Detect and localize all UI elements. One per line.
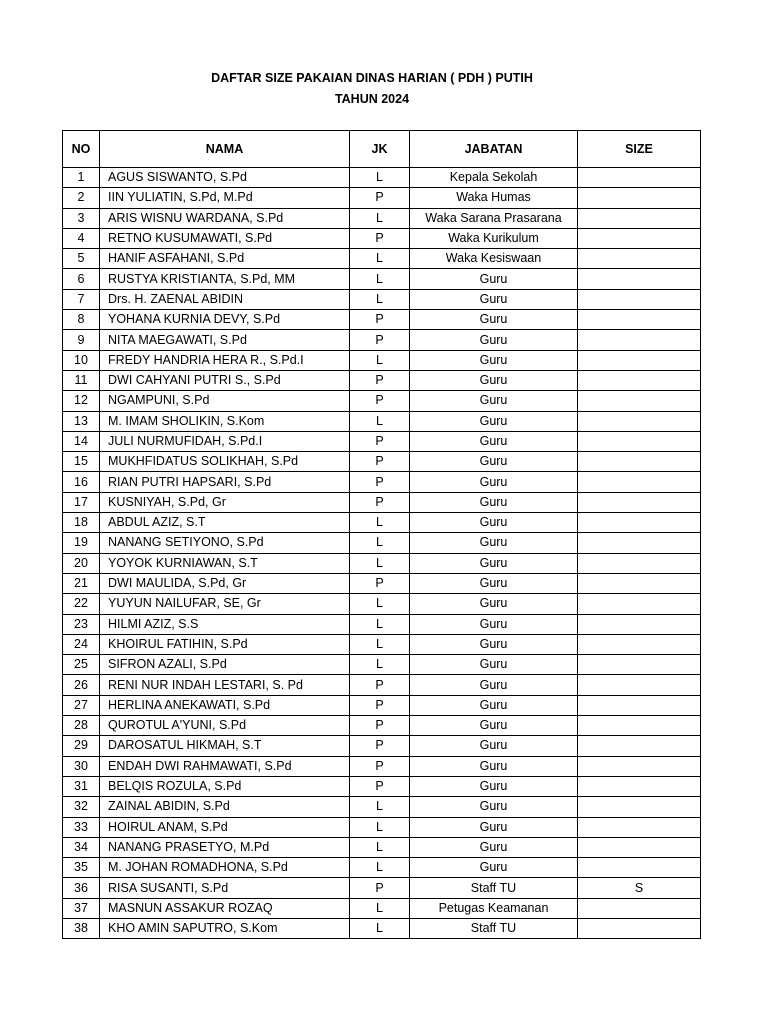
cell-nama: YUYUN NAILUFAR, SE, Gr bbox=[100, 594, 350, 614]
cell-jabatan: Waka Kurikulum bbox=[410, 228, 578, 248]
cell-size bbox=[578, 594, 701, 614]
cell-nama: QUROTUL A'YUNI, S.Pd bbox=[100, 716, 350, 736]
cell-size bbox=[578, 269, 701, 289]
cell-no: 4 bbox=[63, 228, 100, 248]
cell-jk: L bbox=[350, 655, 410, 675]
cell-no: 23 bbox=[63, 614, 100, 634]
cell-nama: KHOIRUL FATIHIN, S.Pd bbox=[100, 634, 350, 654]
cell-size bbox=[578, 634, 701, 654]
cell-no: 2 bbox=[63, 188, 100, 208]
table-row bbox=[63, 695, 701, 715]
table-row bbox=[63, 391, 701, 411]
cell-jabatan: Waka Sarana Prasarana bbox=[410, 208, 578, 228]
cell-nama: RENI NUR INDAH LESTARI, S. Pd bbox=[100, 675, 350, 695]
cell-jk: L bbox=[350, 269, 410, 289]
cell-size bbox=[578, 655, 701, 675]
cell-jabatan: Guru bbox=[410, 614, 578, 634]
cell-nama: RUSTYA KRISTIANTA, S.Pd, MM bbox=[100, 269, 350, 289]
cell-no: 29 bbox=[63, 736, 100, 756]
table-row bbox=[63, 655, 701, 675]
cell-nama: BELQIS ROZULA, S.Pd bbox=[100, 776, 350, 796]
cell-size bbox=[578, 837, 701, 857]
cell-jk: P bbox=[350, 431, 410, 451]
cell-nama: ARIS WISNU WARDANA, S.Pd bbox=[100, 208, 350, 228]
cell-jabatan: Guru bbox=[410, 817, 578, 837]
cell-size bbox=[578, 675, 701, 695]
cell-jabatan: Guru bbox=[410, 513, 578, 533]
cell-jk: P bbox=[350, 776, 410, 796]
cell-nama: YOYOK KURNIAWAN, S.T bbox=[100, 553, 350, 573]
cell-no: 9 bbox=[63, 330, 100, 350]
cell-size bbox=[578, 533, 701, 553]
cell-jk: L bbox=[350, 837, 410, 857]
cell-jk: P bbox=[350, 675, 410, 695]
table-row bbox=[63, 411, 701, 431]
cell-nama: FREDY HANDRIA HERA R., S.Pd.I bbox=[100, 350, 350, 370]
cell-nama: SIFRON AZALI, S.Pd bbox=[100, 655, 350, 675]
cell-jk: P bbox=[350, 472, 410, 492]
cell-jabatan: Guru bbox=[410, 695, 578, 715]
table-row bbox=[63, 249, 701, 269]
table-row bbox=[63, 858, 701, 878]
cell-no: 30 bbox=[63, 756, 100, 776]
cell-nama: NGAMPUNI, S.Pd bbox=[100, 391, 350, 411]
cell-size bbox=[578, 858, 701, 878]
cell-jk: L bbox=[350, 614, 410, 634]
table-body bbox=[63, 168, 701, 939]
header-no: NO bbox=[63, 131, 100, 168]
cell-size bbox=[578, 918, 701, 938]
cell-size bbox=[578, 614, 701, 634]
table-row bbox=[63, 310, 701, 330]
cell-size bbox=[578, 289, 701, 309]
cell-jk: L bbox=[350, 553, 410, 573]
document-subtitle: TAHUN 2024 bbox=[334, 92, 410, 106]
cell-nama: M. JOHAN ROMADHONA, S.Pd bbox=[100, 858, 350, 878]
cell-no: 35 bbox=[63, 858, 100, 878]
table-row bbox=[63, 878, 701, 898]
cell-no: 10 bbox=[63, 350, 100, 370]
table-row bbox=[63, 188, 701, 208]
cell-nama: RIAN PUTRI HAPSARI, S.Pd bbox=[100, 472, 350, 492]
cell-jk: P bbox=[350, 228, 410, 248]
cell-nama: HILMI AZIZ, S.S bbox=[100, 614, 350, 634]
cell-nama: M. IMAM SHOLIKIN, S.Kom bbox=[100, 411, 350, 431]
cell-nama: RISA SUSANTI, S.Pd bbox=[100, 878, 350, 898]
cell-nama: KUSNIYAH, S.Pd, Gr bbox=[100, 492, 350, 512]
table-header-row bbox=[63, 131, 701, 168]
cell-no: 36 bbox=[63, 878, 100, 898]
table-row bbox=[63, 431, 701, 451]
cell-nama: HERLINA ANEKAWATI, S.Pd bbox=[100, 695, 350, 715]
cell-size bbox=[578, 411, 701, 431]
cell-jabatan: Guru bbox=[410, 330, 578, 350]
cell-jabatan: Guru bbox=[410, 533, 578, 553]
cell-jabatan: Guru bbox=[410, 634, 578, 654]
cell-jabatan: Waka Humas bbox=[410, 188, 578, 208]
cell-size bbox=[578, 188, 701, 208]
cell-no: 33 bbox=[63, 817, 100, 837]
table-row bbox=[63, 736, 701, 756]
cell-jk: L bbox=[350, 797, 410, 817]
cell-size bbox=[578, 553, 701, 573]
table-row bbox=[63, 716, 701, 736]
cell-no: 37 bbox=[63, 898, 100, 918]
cell-no: 12 bbox=[63, 391, 100, 411]
cell-jabatan: Guru bbox=[410, 289, 578, 309]
table-row bbox=[63, 614, 701, 634]
table-row bbox=[63, 289, 701, 309]
table-row bbox=[63, 797, 701, 817]
cell-no: 21 bbox=[63, 573, 100, 593]
table-row bbox=[63, 817, 701, 837]
cell-jabatan: Guru bbox=[410, 837, 578, 857]
cell-nama: ABDUL AZIZ, S.T bbox=[100, 513, 350, 533]
cell-jabatan: Guru bbox=[410, 350, 578, 370]
cell-no: 3 bbox=[63, 208, 100, 228]
table-row bbox=[63, 898, 701, 918]
table-row bbox=[63, 350, 701, 370]
cell-jk: L bbox=[350, 898, 410, 918]
cell-nama: AGUS SISWANTO, S.Pd bbox=[100, 168, 350, 188]
cell-size bbox=[578, 472, 701, 492]
cell-jabatan: Guru bbox=[410, 797, 578, 817]
cell-jk: P bbox=[350, 452, 410, 472]
cell-no: 27 bbox=[63, 695, 100, 715]
cell-no: 32 bbox=[63, 797, 100, 817]
cell-no: 14 bbox=[63, 431, 100, 451]
table-row bbox=[63, 513, 701, 533]
cell-size bbox=[578, 573, 701, 593]
cell-jabatan: Guru bbox=[410, 716, 578, 736]
cell-size bbox=[578, 350, 701, 370]
cell-jk: L bbox=[350, 289, 410, 309]
cell-jabatan: Guru bbox=[410, 370, 578, 390]
cell-size bbox=[578, 452, 701, 472]
cell-size bbox=[578, 431, 701, 451]
table-row bbox=[63, 756, 701, 776]
cell-jk: P bbox=[350, 573, 410, 593]
table-row bbox=[63, 553, 701, 573]
table-row bbox=[63, 573, 701, 593]
cell-nama: HOIRUL ANAM, S.Pd bbox=[100, 817, 350, 837]
cell-no: 11 bbox=[63, 370, 100, 390]
cell-jabatan: Guru bbox=[410, 269, 578, 289]
cell-size bbox=[578, 736, 701, 756]
cell-nama: ZAINAL ABIDIN, S.Pd bbox=[100, 797, 350, 817]
cell-jk: L bbox=[350, 533, 410, 553]
cell-jk: L bbox=[350, 208, 410, 228]
table-row bbox=[63, 330, 701, 350]
cell-jk: P bbox=[350, 188, 410, 208]
cell-jabatan: Guru bbox=[410, 411, 578, 431]
cell-jk: L bbox=[350, 350, 410, 370]
cell-size bbox=[578, 776, 701, 796]
cell-jabatan: Guru bbox=[410, 756, 578, 776]
cell-size bbox=[578, 391, 701, 411]
cell-size bbox=[578, 208, 701, 228]
cell-no: 5 bbox=[63, 249, 100, 269]
cell-nama: NANANG PRASETYO, M.Pd bbox=[100, 837, 350, 857]
cell-no: 20 bbox=[63, 553, 100, 573]
cell-jk: P bbox=[350, 736, 410, 756]
cell-size bbox=[578, 797, 701, 817]
cell-jabatan: Guru bbox=[410, 472, 578, 492]
cell-jabatan: Guru bbox=[410, 452, 578, 472]
cell-nama: HANIF ASFAHANI, S.Pd bbox=[100, 249, 350, 269]
cell-jabatan: Guru bbox=[410, 594, 578, 614]
table-row bbox=[63, 918, 701, 938]
cell-jk: P bbox=[350, 878, 410, 898]
document-title: DAFTAR SIZE PAKAIAN DINAS HARIAN ( PDH ) PUTIH bbox=[211, 71, 533, 85]
cell-jk: L bbox=[350, 918, 410, 938]
cell-jk: L bbox=[350, 634, 410, 654]
cell-nama: YOHANA KURNIA DEVY, S.Pd bbox=[100, 310, 350, 330]
size-table bbox=[62, 130, 701, 939]
cell-jabatan: Staff TU bbox=[410, 918, 578, 938]
cell-jk: L bbox=[350, 858, 410, 878]
cell-jk: L bbox=[350, 513, 410, 533]
cell-size: S bbox=[578, 878, 701, 898]
cell-size bbox=[578, 228, 701, 248]
cell-no: 22 bbox=[63, 594, 100, 614]
cell-size bbox=[578, 168, 701, 188]
cell-jk: L bbox=[350, 594, 410, 614]
cell-jk: L bbox=[350, 411, 410, 431]
cell-no: 13 bbox=[63, 411, 100, 431]
cell-nama: RETNO KUSUMAWATI, S.Pd bbox=[100, 228, 350, 248]
cell-nama: KHO AMIN SAPUTRO, S.Kom bbox=[100, 918, 350, 938]
cell-jabatan: Guru bbox=[410, 310, 578, 330]
cell-jabatan: Guru bbox=[410, 492, 578, 512]
cell-jk: P bbox=[350, 492, 410, 512]
cell-jk: L bbox=[350, 168, 410, 188]
cell-jabatan: Guru bbox=[410, 573, 578, 593]
cell-nama: DAROSATUL HIKMAH, S.T bbox=[100, 736, 350, 756]
cell-size bbox=[578, 817, 701, 837]
cell-nama: MASNUN ASSAKUR ROZAQ bbox=[100, 898, 350, 918]
cell-jk: P bbox=[350, 330, 410, 350]
cell-jabatan: Guru bbox=[410, 553, 578, 573]
cell-nama: DWI CAHYANI PUTRI S., S.Pd bbox=[100, 370, 350, 390]
table-row bbox=[63, 634, 701, 654]
cell-no: 38 bbox=[63, 918, 100, 938]
cell-jabatan: Guru bbox=[410, 776, 578, 796]
cell-size bbox=[578, 249, 701, 269]
cell-jabatan: Guru bbox=[410, 431, 578, 451]
cell-jabatan: Staff TU bbox=[410, 878, 578, 898]
cell-no: 15 bbox=[63, 452, 100, 472]
cell-jk: L bbox=[350, 249, 410, 269]
cell-jabatan: Petugas Keamanan bbox=[410, 898, 578, 918]
cell-jabatan: Guru bbox=[410, 858, 578, 878]
cell-no: 24 bbox=[63, 634, 100, 654]
cell-no: 7 bbox=[63, 289, 100, 309]
cell-no: 18 bbox=[63, 513, 100, 533]
table-row bbox=[63, 208, 701, 228]
cell-nama: ENDAH DWI RAHMAWATI, S.Pd bbox=[100, 756, 350, 776]
cell-jabatan: Guru bbox=[410, 391, 578, 411]
cell-no: 19 bbox=[63, 533, 100, 553]
cell-no: 1 bbox=[63, 168, 100, 188]
table-row bbox=[63, 228, 701, 248]
header-nama: NAMA bbox=[100, 131, 350, 168]
cell-jabatan: Guru bbox=[410, 675, 578, 695]
table-row bbox=[63, 452, 701, 472]
cell-nama: JULI NURMUFIDAH, S.Pd.I bbox=[100, 431, 350, 451]
cell-no: 25 bbox=[63, 655, 100, 675]
cell-size bbox=[578, 492, 701, 512]
cell-no: 31 bbox=[63, 776, 100, 796]
cell-jabatan: Guru bbox=[410, 736, 578, 756]
cell-size bbox=[578, 310, 701, 330]
table-row bbox=[63, 168, 701, 188]
cell-size bbox=[578, 695, 701, 715]
table-row bbox=[63, 472, 701, 492]
cell-nama: Drs. H. ZAENAL ABIDIN bbox=[100, 289, 350, 309]
table-row bbox=[63, 269, 701, 289]
cell-nama: IIN YULIATIN, S.Pd, M.Pd bbox=[100, 188, 350, 208]
cell-size bbox=[578, 513, 701, 533]
cell-size bbox=[578, 716, 701, 736]
cell-jk: P bbox=[350, 370, 410, 390]
cell-no: 16 bbox=[63, 472, 100, 492]
table-row bbox=[63, 492, 701, 512]
cell-nama: MUKHFIDATUS SOLIKHAH, S.Pd bbox=[100, 452, 350, 472]
cell-nama: DWI MAULIDA, S.Pd, Gr bbox=[100, 573, 350, 593]
cell-jabatan: Guru bbox=[410, 655, 578, 675]
cell-jk: P bbox=[350, 695, 410, 715]
table-row bbox=[63, 675, 701, 695]
cell-nama: NITA MAEGAWATI, S.Pd bbox=[100, 330, 350, 350]
table-row bbox=[63, 533, 701, 553]
cell-jabatan: Kepala Sekolah bbox=[410, 168, 578, 188]
cell-jk: P bbox=[350, 391, 410, 411]
table-row bbox=[63, 370, 701, 390]
table-row bbox=[63, 594, 701, 614]
cell-no: 8 bbox=[63, 310, 100, 330]
cell-jk: P bbox=[350, 756, 410, 776]
cell-size bbox=[578, 370, 701, 390]
cell-no: 26 bbox=[63, 675, 100, 695]
cell-no: 34 bbox=[63, 837, 100, 857]
cell-jk: P bbox=[350, 310, 410, 330]
cell-no: 17 bbox=[63, 492, 100, 512]
cell-jk: L bbox=[350, 817, 410, 837]
table-row bbox=[63, 776, 701, 796]
cell-no: 6 bbox=[63, 269, 100, 289]
cell-nama: NANANG SETIYONO, S.Pd bbox=[100, 533, 350, 553]
header-jabatan: JABATAN bbox=[410, 131, 578, 168]
cell-no: 28 bbox=[63, 716, 100, 736]
cell-size bbox=[578, 898, 701, 918]
cell-jk: P bbox=[350, 716, 410, 736]
cell-size bbox=[578, 330, 701, 350]
cell-size bbox=[578, 756, 701, 776]
cell-jabatan: Waka Kesiswaan bbox=[410, 249, 578, 269]
header-jk: JK bbox=[350, 131, 410, 168]
header-size: SIZE bbox=[578, 131, 701, 168]
table-row bbox=[63, 837, 701, 857]
